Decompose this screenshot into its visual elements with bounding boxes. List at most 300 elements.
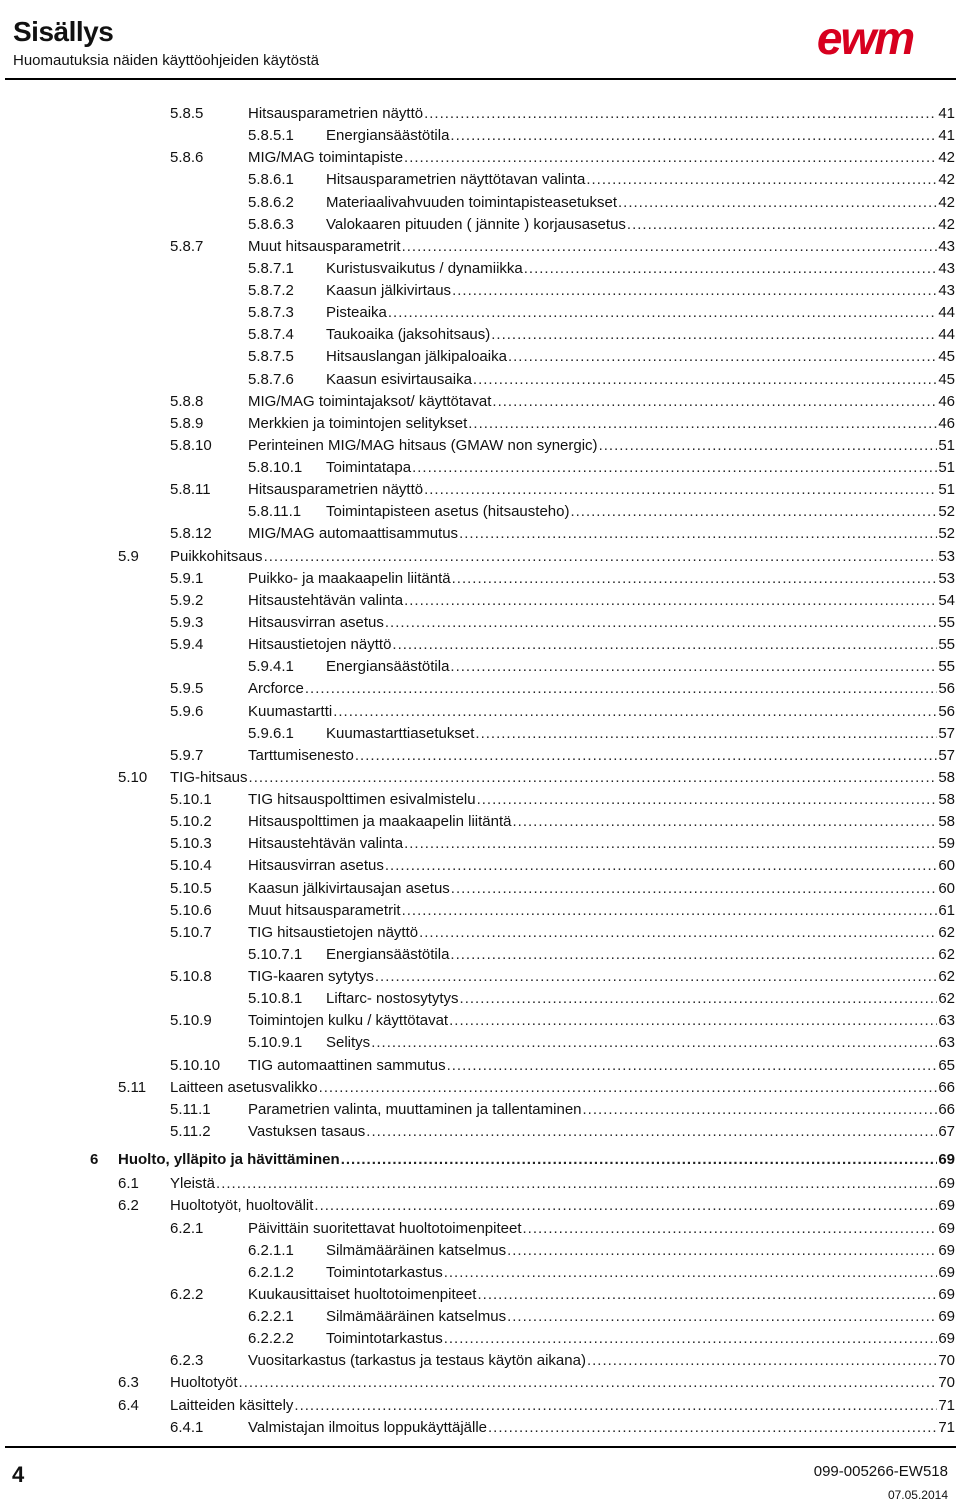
toc-entry-page: 42 bbox=[938, 149, 955, 167]
toc-dot-leader bbox=[583, 1099, 938, 1121]
toc-entry-page: 42 bbox=[938, 193, 955, 211]
toc-dot-leader bbox=[523, 1218, 938, 1240]
toc-entry[interactable] bbox=[118, 1395, 955, 1417]
toc-entry-number: 5.9 bbox=[118, 547, 139, 565]
toc-entry[interactable] bbox=[118, 767, 955, 789]
toc-entry[interactable] bbox=[170, 590, 955, 612]
toc-entry[interactable] bbox=[170, 391, 955, 413]
toc-entry[interactable] bbox=[170, 789, 955, 811]
toc-entry-page: 57 bbox=[938, 724, 955, 742]
toc-dot-leader bbox=[249, 767, 938, 789]
toc-dot-leader bbox=[264, 546, 938, 568]
toc-entry-number: 6.2 bbox=[118, 1197, 139, 1215]
document-date: 07.05.2014 bbox=[887, 1488, 948, 1502]
toc-dot-leader bbox=[314, 1195, 937, 1217]
toc-entry-page: 62 bbox=[938, 923, 955, 941]
toc-dot-leader bbox=[375, 966, 937, 988]
toc-entry-title: Toimintotarkastus bbox=[326, 1330, 443, 1348]
toc-dot-leader bbox=[488, 1417, 937, 1439]
toc-entry-page: 60 bbox=[938, 857, 955, 875]
toc-entry[interactable] bbox=[170, 1218, 955, 1240]
toc-entry-number: 5.10 bbox=[118, 768, 148, 786]
toc-entry[interactable] bbox=[170, 745, 955, 767]
page-title: Sisällys bbox=[13, 16, 114, 47]
toc-dot-leader bbox=[477, 789, 938, 811]
toc-entry-number: 5.8.6.3 bbox=[248, 215, 294, 233]
toc-entry[interactable] bbox=[170, 678, 955, 700]
toc-entry-title: Kaasun jälkivirtausajan asetus bbox=[248, 879, 450, 897]
toc-entry-page: 69 bbox=[938, 1308, 955, 1326]
toc-entry-page: 45 bbox=[938, 348, 955, 366]
toc-entry-page: 69 bbox=[938, 1263, 955, 1281]
toc-entry-page: 69 bbox=[938, 1219, 955, 1237]
toc-entry-page: 69 bbox=[938, 1151, 955, 1169]
toc-entry[interactable] bbox=[170, 855, 955, 877]
toc-entry-number: 5.8.9 bbox=[170, 414, 204, 432]
toc-entry[interactable] bbox=[170, 1099, 955, 1121]
toc-dot-leader bbox=[452, 280, 937, 302]
toc-entry[interactable] bbox=[170, 523, 955, 545]
toc-entry-number: 5.8.7.2 bbox=[248, 282, 294, 300]
toc-entry[interactable] bbox=[248, 214, 955, 236]
toc-dot-leader bbox=[599, 435, 938, 457]
toc-entry-title: Liftarc- nostosytytys bbox=[326, 990, 459, 1008]
toc-entry-title: Vastuksen tasaus bbox=[248, 1122, 366, 1140]
toc-entry-number: 5.10.2 bbox=[170, 813, 212, 831]
toc-dot-leader bbox=[388, 302, 937, 324]
toc-entry[interactable] bbox=[170, 1417, 955, 1439]
toc-dot-leader bbox=[475, 723, 937, 745]
toc-entry[interactable] bbox=[248, 656, 955, 678]
toc-dot-leader bbox=[385, 612, 937, 634]
toc-entry-page: 63 bbox=[938, 1034, 955, 1052]
toc-entry-title: Muut hitsausparametrit bbox=[248, 237, 401, 255]
toc-dot-leader bbox=[570, 501, 937, 523]
page-subtitle: Huomautuksia näiden käyttöohjeiden käytöstä bbox=[13, 52, 320, 69]
toc-entry-number: 6.4.1 bbox=[170, 1418, 204, 1436]
toc-dot-leader bbox=[402, 900, 938, 922]
toc-entry-title: Hitsausvirran asetus bbox=[248, 613, 384, 631]
toc-entry-number: 5.10.7 bbox=[170, 923, 212, 941]
toc-entry[interactable] bbox=[118, 1077, 955, 1099]
toc-entry-title: TIG-kaaren sytytys bbox=[248, 968, 374, 986]
toc-entry-number: 5.9.5 bbox=[170, 680, 204, 698]
toc-entry-number: 5.8.7.4 bbox=[248, 326, 294, 344]
toc-entry-page: 42 bbox=[938, 215, 955, 233]
toc-entry-page: 55 bbox=[938, 613, 955, 631]
ewm-logo bbox=[793, 18, 938, 60]
toc-entry-title: Kuumastarttiasetukset bbox=[326, 724, 475, 742]
toc-entry-title: Yleistä bbox=[170, 1175, 216, 1193]
toc-entry-title: MIG/MAG toimintajaksot/ käyttötavat bbox=[248, 392, 492, 410]
toc-dot-leader bbox=[507, 1240, 937, 1262]
toc-entry-number: 5.8.11 bbox=[170, 481, 211, 499]
toc-entry-page: 62 bbox=[938, 968, 955, 986]
toc-dot-leader bbox=[447, 1055, 938, 1077]
toc-entry-title: Huolto, ylläpito ja hävittäminen bbox=[118, 1151, 340, 1169]
toc-entry[interactable] bbox=[248, 457, 955, 479]
toc-entry[interactable] bbox=[170, 1121, 955, 1143]
toc-entry[interactable] bbox=[170, 900, 955, 922]
toc-entry-title: Valokaaren pituuden ( jännite ) korjausasetus bbox=[326, 215, 626, 233]
toc-dot-leader bbox=[450, 944, 937, 966]
toc-entry-page: 60 bbox=[938, 879, 955, 897]
toc-entry-page: 46 bbox=[938, 414, 955, 432]
toc-entry[interactable] bbox=[248, 1032, 955, 1054]
toc-entry-number: 5.8.10 bbox=[170, 436, 212, 454]
toc-entry[interactable] bbox=[170, 922, 955, 944]
toc-entry-page: 44 bbox=[938, 304, 955, 322]
toc-dot-leader bbox=[473, 369, 937, 391]
toc-dot-leader bbox=[333, 701, 937, 723]
toc-entry-page: 52 bbox=[938, 525, 955, 543]
toc-entry-title: Hitsausvirran asetus bbox=[248, 857, 384, 875]
toc-entry-page: 51 bbox=[938, 459, 955, 477]
toc-entry-title: Perinteinen MIG/MAG hitsaus (GMAW non synergic) bbox=[248, 436, 598, 454]
toc-entry-title: TIG hitsaustietojen näyttö bbox=[248, 923, 419, 941]
toc-entry[interactable] bbox=[248, 280, 955, 302]
toc-dot-leader bbox=[294, 1395, 937, 1417]
toc-entry-number: 5.11.1 bbox=[170, 1100, 211, 1118]
toc-entry-title: Muut hitsausparametrit bbox=[248, 901, 401, 919]
toc-entry[interactable] bbox=[248, 324, 955, 346]
toc-entry-title: Hitsausparametrien näyttö bbox=[248, 481, 424, 499]
toc-entry[interactable] bbox=[170, 833, 955, 855]
toc-entry-title: Toimintojen kulku / käyttötavat bbox=[248, 1012, 449, 1030]
toc-entry-number: 5.10.10 bbox=[170, 1056, 221, 1074]
toc-entry-number: 6.4 bbox=[118, 1396, 139, 1414]
toc-entry-page: 69 bbox=[938, 1285, 955, 1303]
toc-entry-number: 5.10.5 bbox=[170, 879, 212, 897]
toc-entry-number: 5.8.6 bbox=[170, 149, 204, 167]
toc-entry-page: 43 bbox=[938, 259, 955, 277]
toc-entry[interactable] bbox=[248, 1240, 955, 1262]
toc-entry-title: Hitsaustietojen näyttö bbox=[248, 636, 392, 654]
toc-entry-title: Vuositarkastus (tarkastus ja testaus käytön aikana) bbox=[248, 1352, 586, 1370]
toc-entry-title: Huoltotyöt, huoltovälit bbox=[170, 1197, 314, 1215]
toc-entry-title: Hitsausparametrien näyttötavan valinta bbox=[326, 171, 586, 189]
toc-entry-number: 6.2.2 bbox=[170, 1285, 204, 1303]
toc-entry[interactable] bbox=[248, 944, 955, 966]
toc-entry[interactable] bbox=[248, 1306, 955, 1328]
toc-entry-title: Parametrien valinta, muuttaminen ja tallentaminen bbox=[248, 1100, 582, 1118]
toc-entry-number: 5.10.9 bbox=[170, 1012, 212, 1030]
toc-dot-leader bbox=[492, 391, 937, 413]
toc-entry-title: Puikko- ja maakaapelin liitäntä bbox=[248, 569, 451, 587]
toc-entry-page: 58 bbox=[938, 791, 955, 809]
toc-entry[interactable] bbox=[170, 1284, 955, 1306]
toc-entry-page: 56 bbox=[938, 680, 955, 698]
toc-entry[interactable] bbox=[248, 501, 955, 523]
toc-entry-title: Materiaalivahvuuden toimintapisteasetukset bbox=[326, 193, 617, 211]
toc-entry-number: 5.9.6.1 bbox=[248, 724, 294, 742]
toc-entry-number: 5.10.8 bbox=[170, 968, 212, 986]
toc-entry-number: 5.8.5 bbox=[170, 105, 204, 122]
toc-entry[interactable] bbox=[170, 811, 955, 833]
toc-entry[interactable] bbox=[248, 1262, 955, 1284]
toc-entry-page: 45 bbox=[938, 370, 955, 388]
toc-entry-number: 6.2.1 bbox=[170, 1219, 204, 1237]
toc-entry-page: 53 bbox=[938, 547, 955, 565]
toc-dot-leader bbox=[524, 258, 938, 280]
toc-entry-title: Kaasun jälkivirtaus bbox=[326, 282, 452, 300]
toc-entry[interactable] bbox=[170, 1055, 955, 1077]
toc-dot-leader bbox=[459, 523, 937, 545]
toc-entry-number: 5.11 bbox=[118, 1078, 147, 1096]
toc-dot-leader bbox=[512, 811, 937, 833]
toc-entry-number: 6.2.3 bbox=[170, 1352, 204, 1370]
toc-dot-leader bbox=[444, 1328, 938, 1350]
toc-entry[interactable] bbox=[118, 1372, 955, 1394]
toc-entry[interactable] bbox=[170, 147, 955, 169]
toc-dot-leader bbox=[216, 1173, 937, 1195]
toc-entry-number: 5.9.7 bbox=[170, 746, 204, 764]
toc-entry[interactable] bbox=[170, 413, 955, 435]
toc-entry[interactable] bbox=[90, 1149, 955, 1171]
toc-entry-title: Arcforce bbox=[248, 680, 304, 698]
toc-entry-title: Energiansäästötila bbox=[326, 945, 450, 963]
toc-entry[interactable] bbox=[248, 346, 955, 368]
toc-entry-page: 69 bbox=[938, 1175, 955, 1193]
toc-entry-number: 5.8.6.2 bbox=[248, 193, 294, 211]
toc-entry-title: Laitteen asetusvalikko bbox=[170, 1078, 318, 1096]
toc-entry[interactable] bbox=[248, 192, 955, 214]
toc-entry-number: 5.10.9.1 bbox=[248, 1034, 303, 1052]
toc-entry-number: 6 bbox=[90, 1151, 99, 1169]
toc-entry-title: TIG automaattinen sammutus bbox=[248, 1056, 446, 1074]
toc-entry-page: 57 bbox=[938, 746, 955, 764]
toc-entry[interactable] bbox=[248, 125, 955, 147]
toc-dot-leader bbox=[452, 568, 938, 590]
toc-entry-page: 55 bbox=[938, 636, 955, 654]
toc-entry-number: 5.8.7.1 bbox=[248, 259, 294, 277]
toc-entry[interactable] bbox=[170, 701, 955, 723]
toc-entry-page: 52 bbox=[938, 503, 955, 521]
toc-entry-title: Toimintatapa bbox=[326, 459, 412, 477]
toc-entry-title: Huoltotyöt bbox=[170, 1374, 238, 1392]
toc-entry-title: Pisteaika bbox=[326, 304, 387, 322]
toc-entry-page: 67 bbox=[938, 1122, 955, 1140]
toc-entry-number: 5.10.6 bbox=[170, 901, 212, 919]
toc-entry-page: 62 bbox=[938, 945, 955, 963]
toc-dot-leader bbox=[319, 1077, 938, 1099]
toc-dot-leader bbox=[305, 678, 937, 700]
toc-entry-page: 42 bbox=[938, 171, 955, 189]
toc-dot-leader bbox=[366, 1121, 937, 1143]
toc-entry-page: 66 bbox=[938, 1078, 955, 1096]
toc-entry[interactable] bbox=[170, 236, 955, 258]
toc-entry-number: 5.10.3 bbox=[170, 835, 212, 853]
toc-entry-page: 69 bbox=[938, 1241, 955, 1259]
toc-entry-title: Kuumastartti bbox=[248, 702, 333, 720]
toc-entry[interactable] bbox=[118, 1173, 955, 1195]
toc-dot-leader bbox=[586, 169, 937, 191]
toc-entry-title: Hitsauslangan jälkipaloaika bbox=[326, 348, 507, 366]
toc-entry[interactable] bbox=[170, 568, 955, 590]
toc-entry-title: Kuristusvaikutus / dynamiikka bbox=[326, 259, 523, 277]
toc-entry-number: 5.8.7.6 bbox=[248, 370, 294, 388]
toc-entry[interactable] bbox=[248, 302, 955, 324]
toc-entry-title: Energiansäästötila bbox=[326, 127, 450, 145]
toc-entry-number: 5.10.7.1 bbox=[248, 945, 303, 963]
toc-entry-title: Kuukausittaiset huoltotoimenpiteet bbox=[248, 1285, 477, 1303]
toc-entry-title: Toimintapisteen asetus (hitsausteho) bbox=[326, 503, 570, 521]
toc-entry-page: 61 bbox=[938, 901, 955, 919]
toc-entry-number: 6.3 bbox=[118, 1374, 139, 1392]
toc-entry-page: 43 bbox=[938, 237, 955, 255]
toc-entry-title: Hitsausparametrien näyttö bbox=[248, 105, 424, 122]
toc-entry-page: 69 bbox=[938, 1197, 955, 1215]
toc-entry-page: 46 bbox=[938, 392, 955, 410]
toc-entry-number: 5.9.6 bbox=[170, 702, 204, 720]
toc-entry-number: 5.11.2 bbox=[170, 1122, 211, 1140]
toc-dot-leader bbox=[419, 922, 937, 944]
toc-dot-leader bbox=[402, 236, 938, 258]
toc-dot-leader bbox=[404, 147, 937, 169]
toc-entry-title: TIG-hitsaus bbox=[170, 768, 248, 786]
toc-entry[interactable] bbox=[170, 435, 955, 457]
toc-entry-page: 58 bbox=[938, 813, 955, 831]
toc-entry-page: 66 bbox=[938, 1100, 955, 1118]
toc-entry-title: Silmämääräinen katselmus bbox=[326, 1241, 507, 1259]
toc-entry[interactable] bbox=[118, 1195, 955, 1217]
toc-entry[interactable] bbox=[248, 169, 955, 191]
toc-entry[interactable] bbox=[170, 1350, 955, 1372]
toc-dot-leader bbox=[477, 1284, 937, 1306]
toc-dot-leader bbox=[627, 214, 937, 236]
toc-entry-number: 5.9.2 bbox=[170, 591, 204, 609]
toc-entry[interactable] bbox=[170, 634, 955, 656]
toc-entry-title: Merkkien ja toimintojen selitykset bbox=[248, 414, 468, 432]
toc-entry-page: 69 bbox=[938, 1330, 955, 1348]
toc-entry-page: 41 bbox=[938, 105, 955, 122]
toc-dot-leader bbox=[587, 1350, 937, 1372]
toc-entry-page: 65 bbox=[938, 1056, 955, 1074]
toc-entry-number: 6.2.1.2 bbox=[248, 1263, 294, 1281]
toc-entry-page: 70 bbox=[938, 1352, 955, 1370]
toc-entry-number: 5.8.12 bbox=[170, 525, 212, 543]
toc-entry-page: 53 bbox=[938, 569, 955, 587]
page-header bbox=[0, 0, 960, 88]
toc-dot-leader bbox=[618, 192, 937, 214]
toc-entry-title: Selitys bbox=[326, 1034, 371, 1052]
toc-entry-page: 56 bbox=[938, 702, 955, 720]
toc-dot-leader bbox=[507, 1306, 937, 1328]
toc-entry-number: 5.9.1 bbox=[170, 569, 204, 587]
toc-dot-leader bbox=[371, 1032, 937, 1054]
toc-entry-page: 55 bbox=[938, 658, 955, 676]
toc-entry-title: Toimintotarkastus bbox=[326, 1263, 443, 1281]
toc-entry-page: 71 bbox=[938, 1418, 955, 1436]
toc-entry[interactable] bbox=[248, 723, 955, 745]
toc-dot-leader bbox=[444, 1262, 938, 1284]
toc-entry-page: 63 bbox=[938, 1012, 955, 1030]
toc-entry-page: 41 bbox=[938, 127, 955, 145]
toc-dot-leader bbox=[355, 745, 937, 767]
toc-entry-number: 5.8.6.1 bbox=[248, 171, 294, 189]
toc-entry-title: Hitsaustehtävän valinta bbox=[248, 591, 404, 609]
toc-dot-leader bbox=[450, 125, 937, 147]
toc-entry[interactable] bbox=[248, 258, 955, 280]
toc-dot-leader bbox=[239, 1372, 938, 1394]
toc-entry-title: Tarttumisenesto bbox=[248, 746, 354, 764]
toc-entry-title: Puikkohitsaus bbox=[170, 547, 263, 565]
toc-dot-leader bbox=[341, 1149, 938, 1171]
toc-entry-number: 5.10.1 bbox=[170, 791, 212, 809]
toc-entry-page: 54 bbox=[938, 591, 955, 609]
toc-entry-page: 58 bbox=[938, 768, 955, 786]
toc-entry-number: 5.8.7 bbox=[170, 237, 204, 255]
toc-entry-title: Kaasun esivirtausaika bbox=[326, 370, 472, 388]
toc-dot-leader bbox=[460, 988, 938, 1010]
toc-dot-leader bbox=[404, 833, 937, 855]
toc-entry-number: 5.8.11.1 bbox=[248, 503, 302, 521]
toc-entry[interactable] bbox=[170, 1010, 955, 1032]
toc-entry-number: 5.8.8 bbox=[170, 392, 204, 410]
toc-entry-number: 5.9.3 bbox=[170, 613, 204, 631]
toc-entry-number: 5.9.4.1 bbox=[248, 658, 294, 676]
toc-entry-title: Energiansäästötila bbox=[326, 658, 450, 676]
toc-entry-page: 71 bbox=[938, 1396, 955, 1414]
toc-entry-title: Valmistajan ilmoitus loppukäyttäjälle bbox=[248, 1418, 488, 1436]
toc-entry-page: 59 bbox=[938, 835, 955, 853]
toc-entry-number: 5.8.7.3 bbox=[248, 304, 294, 322]
toc-dot-leader bbox=[468, 413, 937, 435]
toc-dot-leader bbox=[392, 634, 937, 656]
document-code: 099-005266-EW518 bbox=[813, 1463, 948, 1480]
toc-entry-number: 5.8.7.5 bbox=[248, 348, 294, 366]
toc-entry-title: TIG hitsauspolttimen esivalmistelu bbox=[248, 791, 476, 809]
toc-dot-leader bbox=[508, 346, 937, 368]
toc-entry[interactable] bbox=[170, 612, 955, 634]
toc-entry-title: MIG/MAG toimintapiste bbox=[248, 149, 404, 167]
toc-entry-page: 62 bbox=[938, 990, 955, 1008]
toc-dot-leader bbox=[449, 1010, 937, 1032]
page-number: 4 bbox=[12, 1462, 25, 1487]
toc-dot-leader bbox=[491, 324, 937, 346]
toc-entry-page: 43 bbox=[938, 282, 955, 300]
toc-entry-title: Taukoaika (jaksohitsaus) bbox=[326, 326, 491, 344]
toc-entry-page: 70 bbox=[938, 1374, 955, 1392]
footer-divider bbox=[5, 1446, 956, 1448]
toc-entry[interactable] bbox=[248, 369, 955, 391]
toc-entry-number: 5.10.8.1 bbox=[248, 990, 303, 1008]
toc-entry-number: 6.2.2.1 bbox=[248, 1308, 294, 1326]
toc-entry[interactable] bbox=[170, 966, 955, 988]
toc-entry[interactable] bbox=[170, 479, 955, 501]
toc-entry-title: Hitsauspolttimen ja maakaapelin liitäntä bbox=[248, 813, 512, 831]
toc-dot-leader bbox=[385, 855, 937, 877]
toc-entry-page: 51 bbox=[938, 481, 955, 499]
toc-entry[interactable] bbox=[118, 546, 955, 568]
toc-dot-leader bbox=[404, 590, 937, 612]
toc-entry-title: Silmämääräinen katselmus bbox=[326, 1308, 507, 1326]
toc-entry[interactable] bbox=[248, 988, 955, 1010]
toc-entry[interactable] bbox=[248, 1328, 955, 1350]
toc-entry[interactable] bbox=[170, 103, 955, 125]
toc-dot-leader bbox=[412, 457, 937, 479]
svg-text:ewm: ewm bbox=[816, 18, 914, 60]
toc-dot-leader bbox=[424, 479, 937, 501]
toc-entry-number: 5.8.10.1 bbox=[248, 459, 303, 477]
toc-entry-title: Päivittäin suoritettavat huoltotoimenpiteet bbox=[248, 1219, 522, 1237]
toc-entry-number: 5.9.4 bbox=[170, 636, 204, 654]
header-divider bbox=[5, 78, 956, 80]
toc-entry-title: MIG/MAG automaattisammutus bbox=[248, 525, 459, 543]
toc-dot-leader bbox=[450, 656, 937, 678]
toc-entry[interactable] bbox=[170, 878, 955, 900]
toc-entry-title: Hitsaustehtävän valinta bbox=[248, 835, 404, 853]
